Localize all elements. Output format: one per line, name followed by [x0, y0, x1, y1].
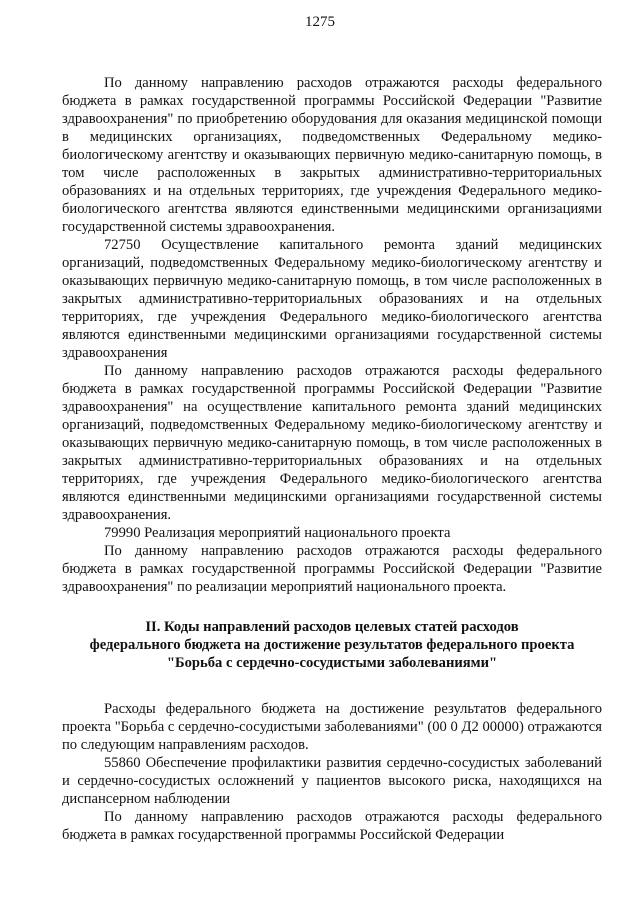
- section-heading-line-1: II. Коды направлений расходов целевых статей расходов: [145, 619, 519, 635]
- paragraph-code-79990: 79990 Реализация мероприятий национального проекта: [104, 525, 451, 541]
- paragraph-code-55860: 55860 Обеспечение профилактики развития сердечно-сосудистых заболеваний и сердечно-сосудистых осложнений у пациентов высокого риска, находящихся на диспансерном наблюдении: [62, 755, 602, 807]
- paragraph-equipment-expenses: По данному направлению расходов отражаются расходы федерального бюджета в рамках государственной программы Российской Федерации "Развитие здравоохранения" по приобретению оборудования для оказания медицинской помощи в медицинских организациях, подведомственных Федеральному медико-биологическому агентству и оказывающих первичную медико-санитарную помощь, в том числе расположенных в закрытых административно-территориальных образованиях и на отдельных территориях, где учреждения Федерального медико-биологического агентства являются единственными медицинскими организациями государственной системы здравоохранения.: [62, 75, 602, 235]
- paragraph-prevention-expenses: По данному направлению расходов отражаются расходы федерального бюджета в рамках государственной программы Российской Федерации: [62, 809, 602, 843]
- document-body: [62, 74, 602, 844]
- section-heading: [62, 618, 602, 672]
- paragraph-repair-expenses: По данному направлению расходов отражаются расходы федерального бюджета в рамках государственной программы Российской Федерации "Развитие здравоохранения" на осуществление капитального ремонта зданий медицинских организаций, подведомственных Федеральному медико-биологическому агентству и оказывающих первичную медико-санитарную помощь, в том числе расположенных в закрытых административно-территориальных образованиях и на отдельных территориях, где учреждения Федерального медико-биологического агентства являются единственными медицинскими организациями государственной системы здравоохранения.: [62, 363, 602, 523]
- section-heading-line-3: "Борьба с сердечно-сосудистыми заболеваниями": [166, 655, 498, 671]
- paragraph-national-project-expenses: По данному направлению расходов отражаются расходы федерального бюджета в рамках государственной программы Российской Федерации "Развитие здравоохранения" по реализации мероприятий национального проекта.: [62, 543, 602, 595]
- page-number: 1275: [305, 14, 335, 30]
- paragraph-section-intro: Расходы федерального бюджета на достижение результатов федерального проекта "Борьба с сердечно-сосудистыми заболеваниями" (00 0 Д2 00000) отражаются по следующим направлениям расходов.: [62, 701, 602, 753]
- section-heading-line-2: федерального бюджета на достижение результатов федерального проекта: [89, 637, 575, 653]
- paragraph-code-72750: 72750 Осуществление капитального ремонта зданий медицинских организаций, подведомственных Федеральному медико-биологическому агентству и оказывающих первичную медико-санитарную помощь, в том числе расположенных в закрытых административно-территориальных образованиях и на отдельных территориях, где учреждения Федерального медико-биологического агентства являются единственными медицинскими организациями государственной системы здравоохранения: [62, 237, 602, 361]
